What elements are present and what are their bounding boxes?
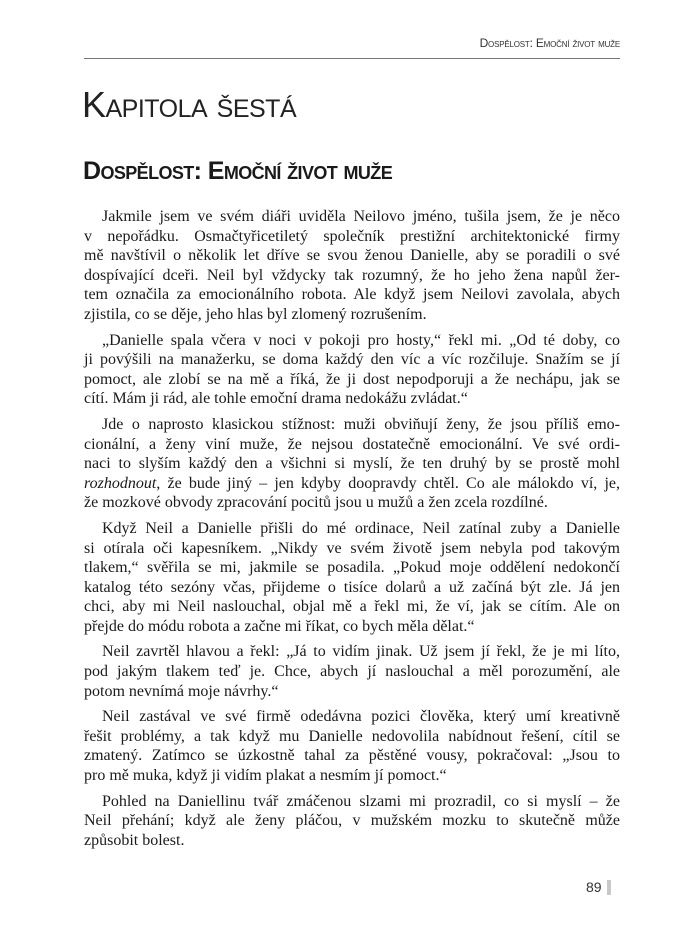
text-line: Když Neil a Danielle přišli do mé ordinace, Neil zatínal zuby a Danielle <box>102 519 620 537</box>
text-line: „Danielle spala včera v noci v pokoji pro hosty,“ řekl mi. „Od té doby, co <box>102 331 620 349</box>
text-line: pod jakým tlakem teď je. Chce, abych jí naslouchal a měl porozumění, ale <box>84 663 620 681</box>
text-line: rozhodnout, že bude jiný – jen kdyby doopravdy chtěl. Co ale málokdo ví, je, <box>84 474 620 492</box>
page-number: 89 <box>586 879 602 895</box>
text-line: cionální, a ženy viní muže, že nejsou dostatečně emocionální. Ve své ordi- <box>84 435 620 453</box>
text-line: pro mě muka, když ji vidím plakat a nesmím jí pomoct.“ <box>84 767 447 785</box>
header-rule <box>84 58 620 59</box>
text-line: naci to slyším každý den a všichni si myslí, že ten druhý by se prostě mohl <box>84 455 620 473</box>
text-line: si otírala oči kapesníkem. „Nikdy ve svém životě jsem nebyla pod takovým <box>84 539 620 557</box>
text-line: katalog této sezóny včas, přijdeme o tisíce dolarů a už začíná být zle. Já jen <box>84 578 620 596</box>
text-line: přejde do módu robota a začne mi říkat, co bych měla dělat.“ <box>84 617 475 635</box>
paragraph <box>84 519 620 637</box>
text-line: chci, aby mi Neil naslouchal, objal mě a řekl mi, že ví, jak se cítím. Ale on <box>84 598 620 616</box>
text-line: pomoct, ale zlobí se na mě a říká, že ji dost nepodporuji a že nechápu, jak se <box>84 370 620 388</box>
text-line: dospívající dceři. Neil byl vždycky tak rozumný, že ho jeho žena napůl žer- <box>84 266 620 284</box>
text-line: cítí. Mám ji rád, ale tohle emoční drama nedokážu zvládat.“ <box>84 390 468 408</box>
paragraph <box>84 415 620 513</box>
text-line: mě navštívil o několik let dříve se svou ženou Danielle, aby se poradili o své <box>84 247 620 265</box>
text-line: zjistila, co se děje, jeho hlas byl zlomený rozrušením. <box>84 305 427 323</box>
text-line: Neil přehání; když ale ženy pláčou, v mužském mozku to skutečně může <box>84 812 620 830</box>
text-line: Neil zastával ve své firmě odedávna pozici člověka, který umí kreativně <box>102 708 620 726</box>
text-line: tlakem,“ svěřila se mi, jakmile se posadila. „Pokud moje oddělení nedokončí <box>84 559 620 577</box>
paragraph <box>84 707 620 785</box>
paragraph <box>84 331 620 409</box>
text-line: že mozkové obvody zpracování pocitů jsou u mužů a žen zcela rozdílné. <box>84 494 548 512</box>
page-number-bar <box>607 880 611 895</box>
text-line: řešit problémy, a tak když mu Danielle nedovolila nabídnout řešení, cítil se <box>84 727 620 745</box>
running-head: Dospělost: Emoční život muže <box>479 36 620 50</box>
text-line: Pohled na Daniellinu tvář zmáčenou slzami mi prozradil, co si myslí – že <box>102 792 620 810</box>
text-line: potom nevnímá moje návrhy.“ <box>84 682 279 700</box>
paragraph <box>84 642 620 701</box>
text-line: Neil zavrtěl hlavou a řekl: „Já to vidím jinak. Už jsem jí řekl, že je mi líto, <box>102 643 620 661</box>
chapter-title: Kapitola šestá <box>82 84 297 125</box>
text-line: Jakmile jsem ve svém diáři uviděla Neilovo jméno, tušila jsem, že je něco <box>102 208 620 225</box>
text-line: zmatený. Zatímco se úzkostně tahal za pěstěné vousy, pokračoval: „Jsou to <box>84 747 620 765</box>
text-line: ji povýšili na manažerku, se doma každý den víc a víc rozčiluje. Snažím se jí <box>84 351 620 369</box>
section-title: Dospělost: Emoční život muže <box>83 157 393 185</box>
emphasis: rozhodnout, <box>84 474 161 492</box>
text-line: způsobit bolest. <box>84 831 185 849</box>
paragraph <box>84 792 620 851</box>
text-line: v nepořádku. Osmačtyřicetiletý společník prestižní architektonické firmy <box>84 227 620 245</box>
text-line: Jde o naprosto klasickou stížnost: muži obviňují ženy, že jsou příliš emo- <box>102 415 620 433</box>
body-text <box>84 207 620 856</box>
text-line: tem označila za emocionálního robota. Ale když jsem Neilovi zavolala, abych <box>84 286 620 304</box>
paragraph <box>84 207 620 325</box>
